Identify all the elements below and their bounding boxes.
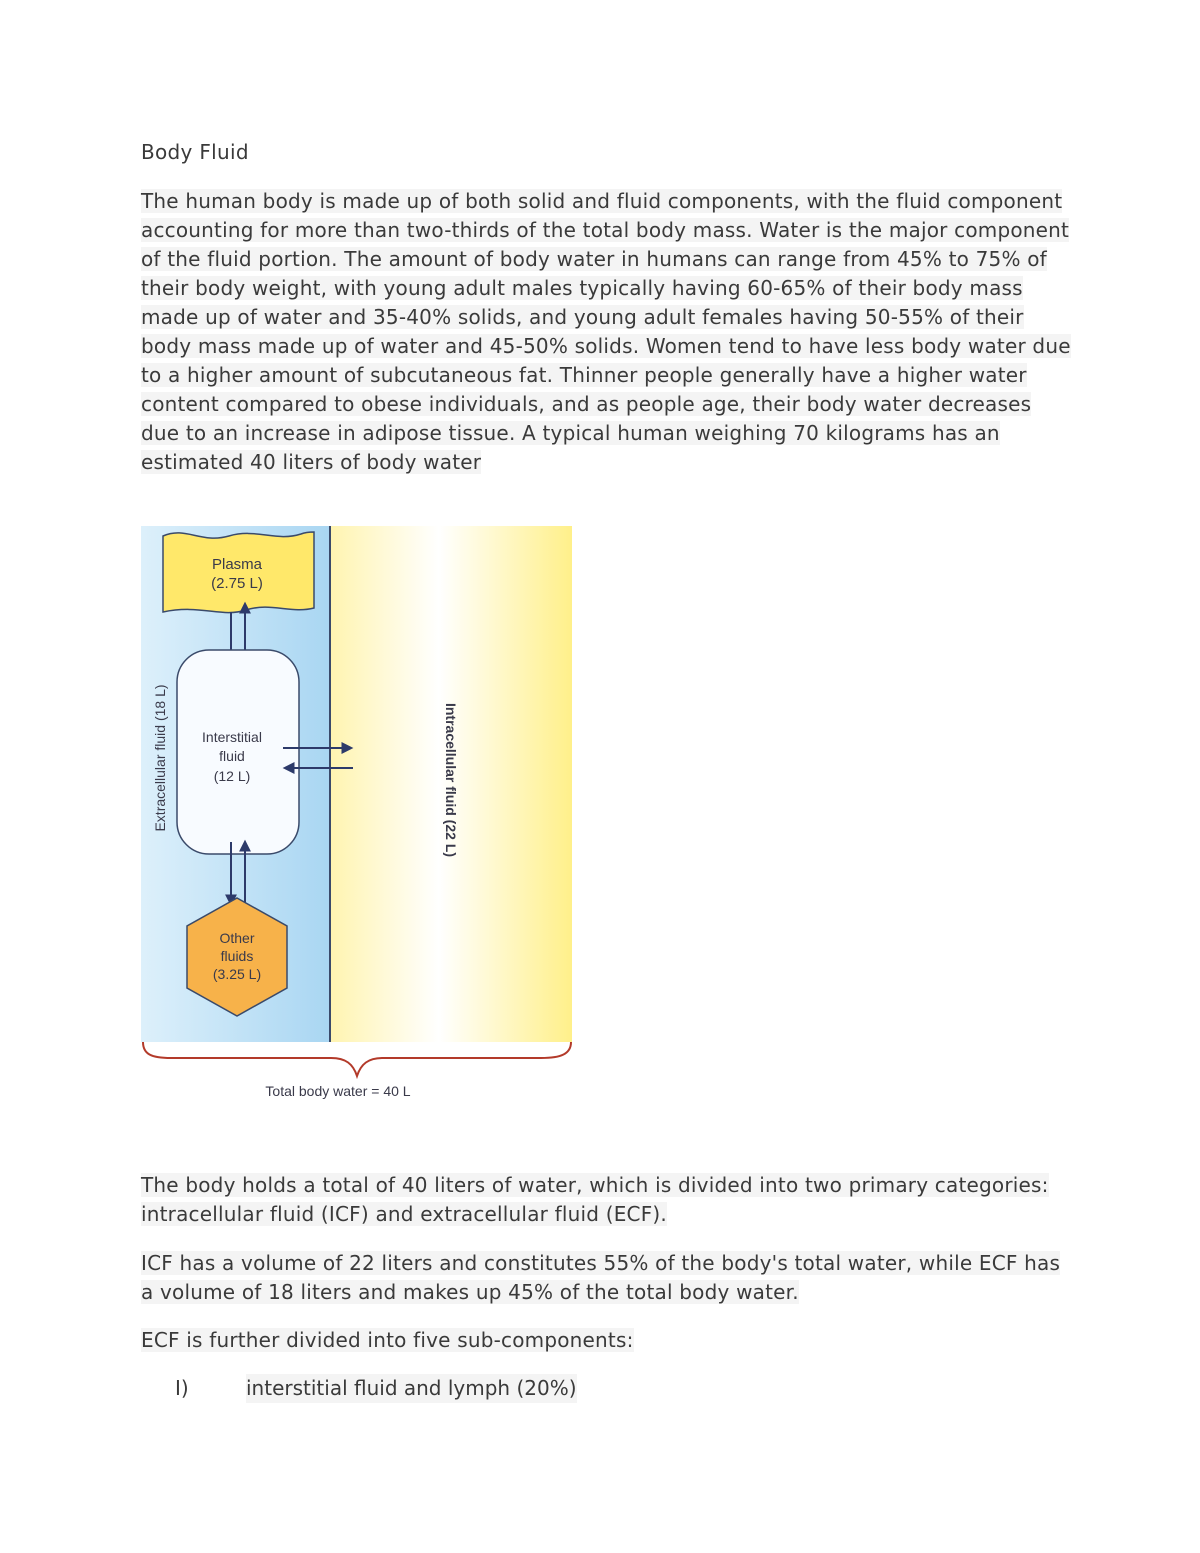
extracellular-fluid-label: Extracellular fluid (18 L) [152,684,168,832]
total-water-paragraph-text: The body holds a total of 40 liters of water, which is divided into two primary categories: intracellular fluid (ICF) and extracellular fluid (ECF). [141,1173,1049,1226]
other-fluids-label-line2: fluids [220,948,254,964]
page-title: Body Fluid [141,140,249,164]
list-item-text: interstitial fluid and lymph (20%) [246,1374,577,1403]
icf-ecf-paragraph-text: ICF has a volume of 22 liters and constitutes 55% of the body's total water, while ECF has a volume of 18 liters and makes up 45% of the total body water. [141,1251,1061,1304]
intro-paragraph [141,187,1071,477]
intro-paragraph-text: The human body is made up of both solid and fluid components, with the fluid component accounting for more than two-thirds of the total body mass. Water is the major component of the fluid portion. The amount of body water in humans can range from 45% to 75% of their body weight, with young adult males typically having 60-65% of their body mass made up of water and 35-40% solids, and young adult females having 50-55% of their body mass made up of water and 45-50% solids. Women tend to have less body water due to a higher amount of subcutaneous fat. Thinner people generally have a higher water content compared to obese individuals, and as people age, their body water decreases due to an increase in adipose tissue. A typical human weighing 70 kilograms has an estimated 40 liters of body water [141,189,1071,474]
other-fluids-volume: (3.25 L) [212,966,262,982]
ecf-subcomponents-paragraph-text: ECF is further divided into five sub-components: [141,1328,634,1352]
plasma-volume: (2.75 L) [211,575,263,592]
plasma-label: Plasma [211,556,263,573]
interstitial-volume: (12 L) [213,768,251,784]
interstitial-label-line2: fluid [219,748,245,764]
icf-ecf-paragraph [141,1249,1071,1307]
list-item-number: I) [175,1376,189,1400]
body-water-diagram [141,526,573,1106]
total-water-brace [143,1042,571,1076]
body-water-diagram-svg [141,526,573,1106]
total-water-paragraph [141,1171,1071,1229]
ecf-subcomponents-paragraph [141,1326,1071,1355]
interstitial-label-line1: Interstitial [202,729,262,745]
other-fluids-label-line1: Other [219,930,255,946]
intracellular-fluid-label: Intracellular fluid (22 L) [443,702,459,858]
total-body-water-label: Total body water = 40 L [265,1083,411,1099]
